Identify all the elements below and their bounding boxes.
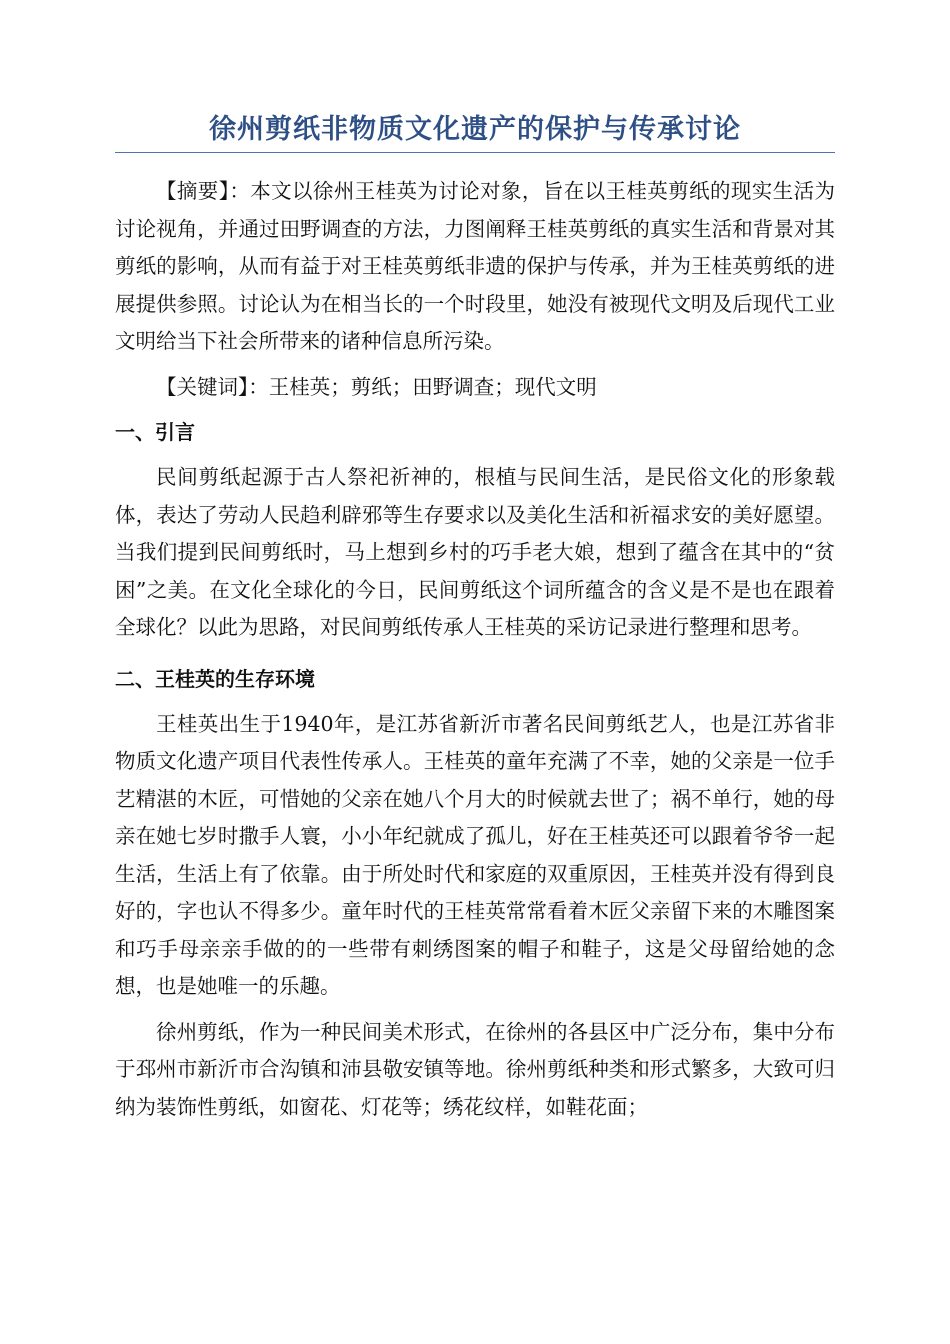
living-environment-paragraph-1: 王桂英出生于1940年，是江苏省新沂市著名民间剪纸艺人，也是江苏省非物质文化遗产项目代表性传承人。王桂英的童年充满了不幸，她的父亲是一位手艺精湛的木匠，可惜她的父亲在她八个月大的时候就去世了；祸不单行，她的母亲在她七岁时撒手人寰，小小年纪就成了孤儿，好在王桂英还可以跟着爷爷一起生活，生活上有了依靠。由于所处时代和家庭的双重原因，王桂英并没有得到良好的，字也认不得多少。童年时代的王桂英常常看着木匠父亲留下来的木雕图案和巧手母亲亲手做的的一些带有刺绣图案的帽子和鞋子，这是父母留给她的念想，也是她唯一的乐趣。 <box>115 711 835 998</box>
document-page <box>115 110 835 1126</box>
abstract-paragraph: 【摘要】：本文以徐州王桂英为讨论对象，旨在以王桂英剪纸的现实生活为讨论视角，并通过田野调查的方法，力图阐释王桂英剪纸的真实生活和背景对其剪纸的影响，从而有益于对王桂英剪纸非遗的保护与传承，并为王桂英剪纸的进展提供参照。讨论认为在相当长的一个时段里，她没有被现代文明及后现代工业文明给当下社会所带来的诸种信息所污染。 <box>115 179 835 353</box>
introduction-paragraph: 民间剪纸起源于古人祭祀祈神的，根植与民间生活，是民俗文化的形象载体，表达了劳动人民趋利辟邪等生存要求以及美化生活和祈福求安的美好愿望。当我们提到民间剪纸时，马上想到乡村的巧手老大娘，想到了蕴含在其中的“贫困”之美。在文化全球化的今日，民间剪纸这个词所蕴含的含义是不是也在跟着全球化？以此为思路，对民间剪纸传承人王桂英的采访记录进行整理和思考。 <box>115 465 835 639</box>
section-heading-living-environment: 二、王桂英的生存环境 <box>115 666 315 691</box>
document-title: 徐州剪纸非物质文化遗产的保护与传承讨论 <box>115 110 835 153</box>
keywords-paragraph: 【关键词】：王桂英；剪纸；田野调查；现代文明 <box>156 374 597 399</box>
living-environment-paragraph-2: 徐州剪纸，作为一种民间美术形式，在徐州的各县区中广泛分布，集中分布于邳州市新沂市合沟镇和沛县敬安镇等地。徐州剪纸种类和形式繁多，大致可归纳为装饰性剪纸，如窗花、灯花等；绣花纹样，如鞋花面； <box>115 1019 835 1119</box>
section-heading-introduction: 一、引言 <box>115 420 195 444</box>
